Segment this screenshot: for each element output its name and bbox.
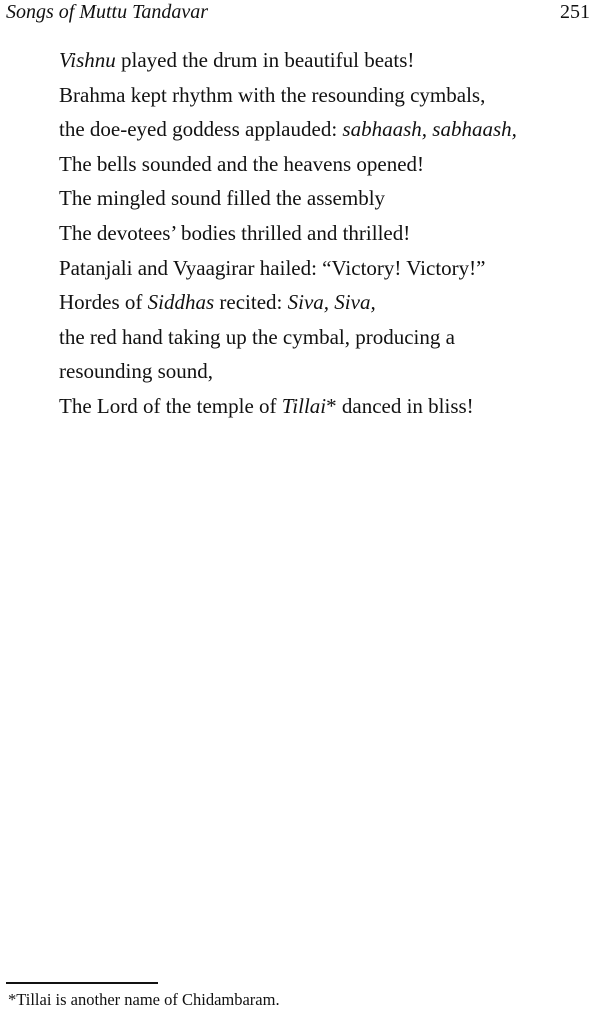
verse-text: Brahma kept rhythm with the resounding cymbals, bbox=[59, 82, 486, 107]
verse-line-10 bbox=[59, 354, 589, 389]
verse-text: the doe-eyed goddess applauded: bbox=[59, 117, 343, 142]
page-number: 251 bbox=[560, 1, 590, 23]
verse-line-3 bbox=[59, 112, 589, 147]
verse-line-11 bbox=[59, 389, 589, 424]
footnote: *Tillai is another name of Chidambaram. bbox=[8, 990, 280, 1009]
verse-text: recited: bbox=[214, 290, 288, 315]
verse-line-7 bbox=[59, 251, 589, 286]
verse-italic-text: Vishnu bbox=[59, 48, 116, 72]
verse-italic-text: Siddhas bbox=[147, 290, 215, 315]
verse-block bbox=[59, 43, 589, 424]
footnote-divider bbox=[6, 982, 158, 984]
verse-text: the red hand taking up the cymbal, producing a bbox=[59, 324, 455, 349]
verse-line-1 bbox=[59, 43, 589, 78]
verse-text: The mingled sound filled the assembly bbox=[59, 186, 386, 211]
verse-line-6 bbox=[59, 216, 589, 251]
verse-text: resounding sound, bbox=[59, 359, 213, 384]
verse-italic-text: sabhaash, sabhaash, bbox=[342, 117, 517, 142]
verse-text: The devotees’ bodies thrilled and thrilled! bbox=[59, 220, 411, 245]
running-head-title: Songs of Muttu Tandavar bbox=[6, 1, 209, 23]
verse-text: * danced in bliss! bbox=[326, 393, 474, 418]
verse-line-2 bbox=[59, 78, 589, 113]
verse-line-9 bbox=[59, 320, 589, 355]
verse-line-8 bbox=[59, 285, 589, 320]
verse-text: Patanjali and Vyaagirar hailed: “Victory! Victory!” bbox=[59, 255, 486, 280]
verse-text: The bells sounded and the heavens opened! bbox=[59, 151, 425, 176]
verse-line-5 bbox=[59, 181, 589, 216]
verse-text: Hordes of bbox=[59, 290, 148, 315]
verse-text: played the drum in beautiful beats! bbox=[115, 48, 415, 72]
verse-italic-text: Tillai bbox=[281, 393, 327, 418]
verse-text: The Lord of the temple of bbox=[59, 393, 282, 418]
verse-italic-text: Siva, Siva, bbox=[287, 290, 376, 315]
verse-line-4 bbox=[59, 147, 589, 182]
